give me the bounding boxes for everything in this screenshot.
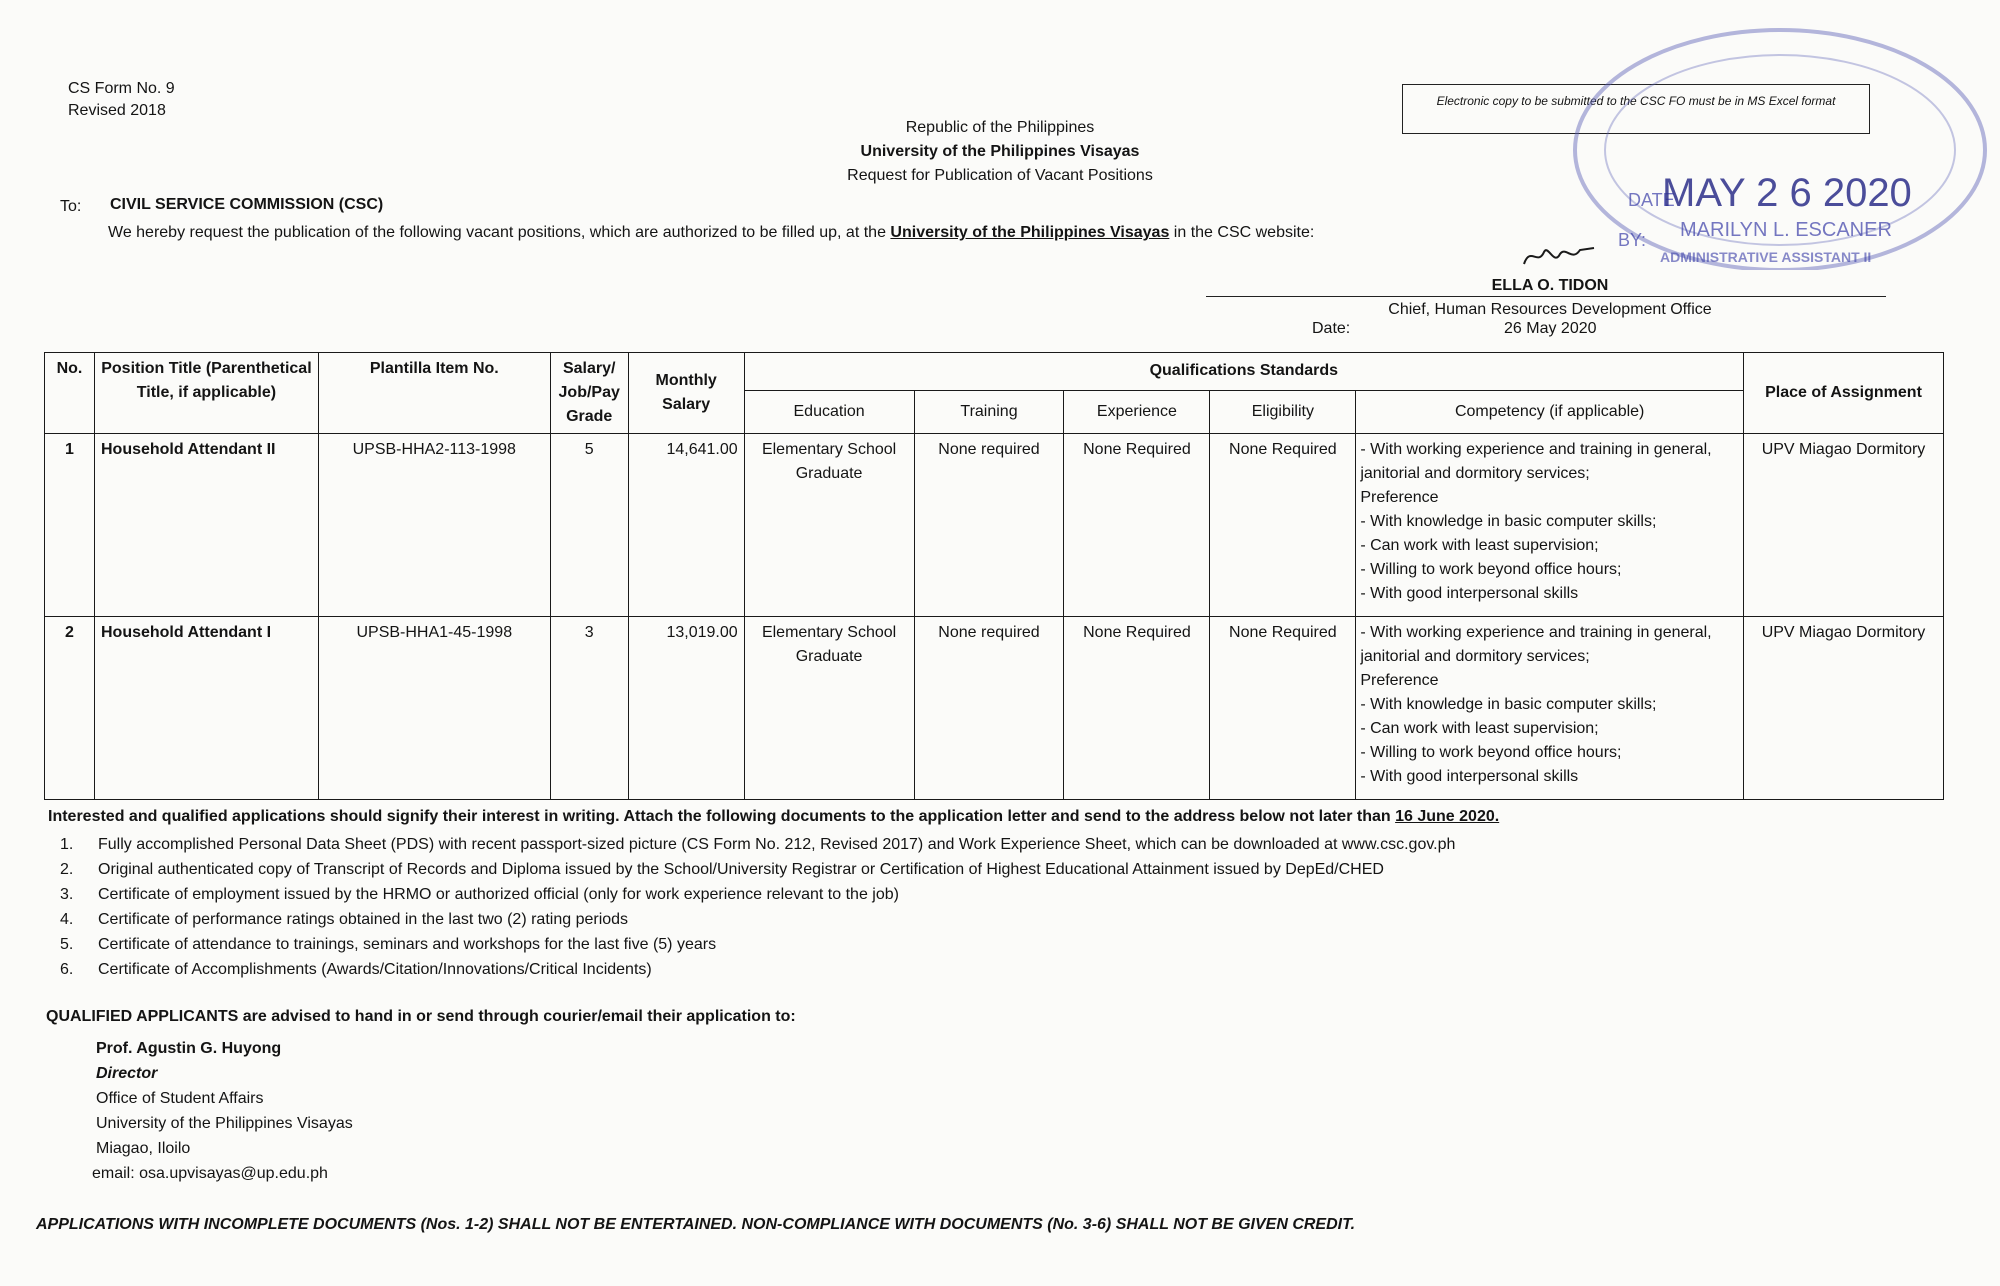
list-item-number: 1. <box>60 836 74 853</box>
contact-name: Prof. Agustin G. Huyong <box>96 1040 282 1057</box>
list-item-number: 6. <box>60 961 74 978</box>
contact-location: Miagao, Iloilo <box>96 1140 191 1157</box>
required-documents-list <box>60 832 1455 982</box>
vacant-positions-table <box>44 352 1944 800</box>
competency-line: Preference <box>1360 672 1439 689</box>
header-position-title: Position Title (Parenthetical Title, if applicable) <box>94 353 318 434</box>
competency-line: - Can work with least supervision; <box>1360 537 1599 554</box>
header-grade: Salary/ Job/Pay Grade <box>550 353 628 434</box>
compliance-warning: APPLICATIONS WITH INCOMPLETE DOCUMENTS (Nos. 1-2) SHALL NOT BE ENTERTAINED. NON-COMPLIANCE WITH DOCUMENTS (No. 3-6) SHALL NOT BE GIVEN CREDIT. <box>36 1216 1356 1233</box>
list-item-number: 4. <box>60 911 74 928</box>
row-plantilla: UPSB-HHA2-113-1998 <box>318 434 550 617</box>
header-education: Education <box>744 390 914 433</box>
header-place-of-assignment: Place of Assignment <box>1744 353 1944 434</box>
signatory-title: Chief, Human Resources Development Office <box>1388 301 1712 318</box>
competency-line: - Can work with least supervision; <box>1360 720 1599 737</box>
header-qualification-standards: Qualifications Standards <box>744 353 1743 391</box>
received-stamp <box>1530 10 1990 270</box>
competency-line: - With working experience and training in general, janitorial and dormitory services; <box>1360 624 1712 665</box>
row-no: 2 <box>45 617 95 800</box>
header-training: Training <box>914 390 1064 433</box>
row-position-title: Household Attendant II <box>94 434 318 617</box>
stamp-by-label: BY: <box>1618 230 1647 250</box>
row-competency <box>1356 434 1744 617</box>
row-experience: None Required <box>1064 617 1210 800</box>
list-item <box>60 857 1455 882</box>
signature-mark <box>1520 236 1600 272</box>
list-item-text: Fully accomplished Personal Data Sheet (PDS) with recent passport-sized picture (CS Form No. 212, Revised 2017) and Work Experience Sheet, which can be downloaded at www.csc.gov.ph <box>98 836 1456 853</box>
signatory-name: ELLA O. TIDON <box>1491 277 1609 294</box>
contact-address <box>92 1036 353 1186</box>
row-plantilla: UPSB-HHA1-45-1998 <box>318 617 550 800</box>
list-item-number: 3. <box>60 886 74 903</box>
stamp-date-label: DATE <box>1628 190 1675 210</box>
contact-email: email: osa.upvisayas@up.edu.ph <box>92 1165 328 1182</box>
deadline-date: 16 June 2020. <box>1395 808 1500 825</box>
competency-line: - With knowledge in basic computer skills; <box>1360 696 1657 713</box>
competency-line: - Willing to work beyond office hours; <box>1360 744 1622 761</box>
competency-line: - With good interpersonal skills <box>1360 768 1579 785</box>
form-number-line: CS Form No. 9 <box>68 80 175 97</box>
request-suffix: in the CSC website: <box>1173 224 1315 241</box>
excel-format-note: Electronic copy to be submitted to the CSC FO must be in MS Excel format <box>1402 84 1870 134</box>
instructions-text: Interested and qualified applications should signify their interest in writing. Attach the following documents to the application letter and send to the address below not later than <box>48 808 1391 825</box>
request-prefix: We hereby request the publication of the following vacant positions, which are authorized to be filled up, at the <box>108 224 886 241</box>
list-item-text: Certificate of employment issued by the HRMO or authorized official (only for work experience relevant to the job) <box>98 886 899 903</box>
table-row <box>45 434 1944 617</box>
stamp-name: MARILYN L. ESCANER <box>1680 219 1892 241</box>
table-header-row <box>45 353 1944 391</box>
competency-line: - With knowledge in basic computer skills; <box>1360 513 1657 530</box>
row-training: None required <box>914 434 1064 617</box>
row-eligibility: None Required <box>1210 617 1356 800</box>
contact-title: Director <box>96 1065 158 1082</box>
list-item-text: Certificate of Accomplishments (Awards/Citation/Innovations/Critical Incidents) <box>98 961 652 978</box>
application-instructions <box>48 808 1499 826</box>
list-item <box>60 882 1455 907</box>
row-salary: 14,641.00 <box>628 434 744 617</box>
row-no: 1 <box>45 434 95 617</box>
row-competency <box>1356 617 1744 800</box>
competency-line: - Willing to work beyond office hours; <box>1360 561 1622 578</box>
table-row <box>45 617 1944 800</box>
list-item <box>60 832 1455 857</box>
list-item <box>60 932 1455 957</box>
list-item <box>60 907 1455 932</box>
competency-line: - With working experience and training in general, janitorial and dormitory services; <box>1360 441 1712 482</box>
list-item <box>60 957 1455 982</box>
date-label: Date: <box>1312 320 1351 337</box>
contact-office: Office of Student Affairs <box>96 1090 264 1107</box>
stamp-title: ADMINISTRATIVE ASSISTANT II <box>1660 249 1872 265</box>
list-item-number: 2. <box>60 861 74 878</box>
qualified-applicants-intro: QUALIFIED APPLICANTS are advised to hand in or send through courier/email their application to: <box>46 1008 796 1025</box>
row-education: Elementary School Graduate <box>744 617 914 800</box>
row-salary: 13,019.00 <box>628 617 744 800</box>
date-value: 26 May 2020 <box>1504 320 1597 337</box>
row-position-title: Household Attendant I <box>94 617 318 800</box>
header-monthly-salary: Monthly Salary <box>628 353 744 434</box>
signatory-block <box>1330 274 1770 322</box>
competency-line: Preference <box>1360 489 1439 506</box>
request-agency: University of the Philippines Visayas <box>890 224 1170 241</box>
header-competency: Competency (if applicable) <box>1356 390 1744 433</box>
row-experience: None Required <box>1064 434 1210 617</box>
form-revision-line: Revised 2018 <box>68 102 166 119</box>
stamp-date: MAY 2 6 2020 <box>1662 171 1912 215</box>
header-title: Request for Publication of Vacant Positions <box>847 167 1153 184</box>
header-eligibility: Eligibility <box>1210 390 1356 433</box>
form-number <box>68 78 175 122</box>
list-item-text: Certificate of attendance to trainings, seminars and workshops for the last five (5) years <box>98 936 717 953</box>
list-item-number: 5. <box>60 936 74 953</box>
competency-line: - With good interpersonal skills <box>1360 585 1579 602</box>
header-no: No. <box>45 353 95 434</box>
row-grade: 3 <box>550 617 628 800</box>
row-grade: 5 <box>550 434 628 617</box>
row-education: Elementary School Graduate <box>744 434 914 617</box>
row-training: None required <box>914 617 1064 800</box>
request-statement <box>108 224 1314 242</box>
list-item-text: Original authenticated copy of Transcript of Records and Diploma issued by the School/University Registrar or Certification of Highest Educational Attainment issued by DepEd/CHED <box>98 861 1384 878</box>
contact-university: University of the Philippines Visayas <box>96 1115 353 1132</box>
to-label: To: <box>60 198 82 215</box>
row-place: UPV Miagao Dormitory <box>1744 617 1944 800</box>
row-eligibility: None Required <box>1210 434 1356 617</box>
header-country: Republic of the Philippines <box>905 119 1095 136</box>
addressee-name: CIVIL SERVICE COMMISSION (CSC) <box>110 196 384 213</box>
list-item-text: Certificate of performance ratings obtained in the last two (2) rating periods <box>98 911 629 928</box>
header-plantilla: Plantilla Item No. <box>318 353 550 434</box>
row-place: UPV Miagao Dormitory <box>1744 434 1944 617</box>
header-agency: University of the Philippines Visayas <box>860 143 1140 160</box>
header-experience: Experience <box>1064 390 1210 433</box>
document-header <box>600 116 1400 188</box>
